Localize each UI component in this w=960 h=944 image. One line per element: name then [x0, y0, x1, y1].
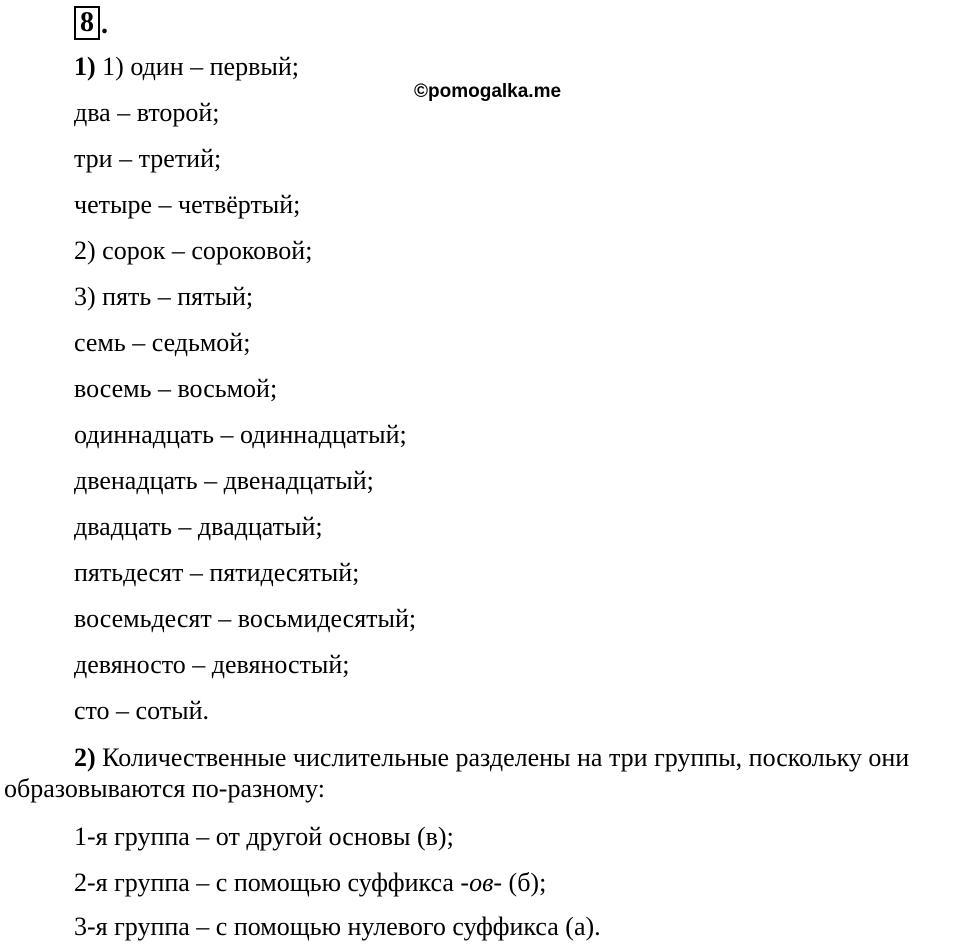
answer-line: восемь – восьмой; — [74, 374, 278, 403]
answer-line: четыре – четвёртый; — [74, 190, 301, 219]
part-2-text: Количественные числительные разделены на три группы, поскольку они образовываются по-разному: — [4, 743, 910, 803]
answer-line: 3) пять – пятый; — [74, 282, 254, 311]
answer-line: пятьдесят – пятидесятый; — [74, 558, 360, 587]
group-line: 1-я группа – от другой основы (в); — [74, 822, 454, 851]
answer-line — [74, 52, 299, 82]
answer-line: восемьдесят – восьмидесятый; — [74, 604, 417, 633]
answer-line: два – второй; — [74, 98, 220, 127]
task-number — [74, 6, 108, 40]
watermark: ©pomogalka.me — [414, 81, 562, 102]
answer-line: 2) сорок – сороковой; — [74, 236, 313, 265]
task-number-box: 8 — [74, 6, 100, 40]
part-2-marker: 2) — [74, 743, 96, 772]
answer-line: три – третий; — [74, 144, 222, 173]
answer-line: двадцать – двадцатый; — [74, 512, 323, 541]
task-number-dot: . — [101, 9, 108, 40]
group-line-text: 2-я группа – с помощью суффикса — [74, 868, 461, 897]
group-line-end: (б); — [502, 868, 547, 897]
group-line: 3-я группа – с помощью нулевого суффикса (а). — [74, 912, 601, 941]
answer-line: семь – седьмой; — [74, 328, 251, 357]
answer-line: девяносто – девяностый; — [74, 650, 350, 679]
answer-line: одиннадцать – одиннадцатый; — [74, 420, 407, 449]
suffix-italic: -ов- — [460, 868, 503, 897]
part-2-paragraph — [4, 742, 956, 804]
group-line — [74, 868, 546, 898]
part-1-marker: 1) — [74, 52, 96, 81]
answer-line: двенадцать – двенадцатый; — [74, 466, 374, 495]
answer-line: сто – сотый. — [74, 696, 210, 725]
answer-line-text: 1) один – первый; — [102, 52, 299, 81]
